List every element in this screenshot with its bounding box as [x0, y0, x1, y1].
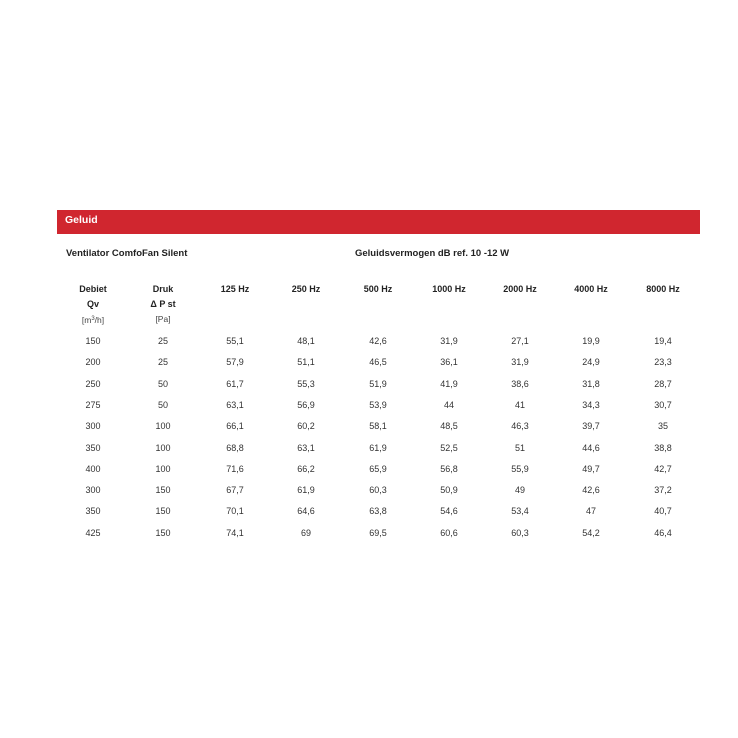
table-cell: 150 [155, 506, 171, 517]
table-cell: 50 [157, 399, 168, 410]
section-banner [57, 210, 700, 234]
table-cell: 54,6 [440, 506, 458, 517]
table-row [0, 483, 738, 497]
table-cell: 51,1 [297, 357, 315, 368]
table-cell: 31,9 [440, 336, 458, 346]
table-cell: 55,1 [226, 336, 244, 346]
table-row [0, 462, 738, 476]
table-cell: 64,6 [297, 506, 315, 517]
table-cell: 61,7 [226, 378, 244, 389]
table-cell: 27,1 [511, 336, 529, 346]
table-cell: 68,8 [226, 442, 244, 453]
table-row [0, 334, 738, 348]
header-druk-label: Druk [152, 284, 174, 294]
table-cell: 63,8 [369, 506, 387, 517]
table-cell: 56,9 [297, 399, 315, 410]
header-freq-250: 250 Hz [291, 284, 321, 294]
table-cell: 69,5 [369, 527, 387, 538]
table-cell: 425 [85, 527, 101, 538]
table-cell: 38,6 [511, 378, 529, 389]
table-row [0, 355, 738, 369]
product-subheading: Ventilator ComfoFan Silent [66, 248, 188, 259]
table-cell: 24,9 [582, 357, 600, 368]
header-druk [128, 282, 198, 327]
header-freq-2000: 2000 Hz [503, 284, 537, 294]
table-cell: 67,7 [226, 485, 244, 496]
table-cell: 42,6 [582, 485, 600, 496]
table-cell: 200 [85, 357, 101, 368]
table-cell: 48,1 [297, 336, 315, 346]
table-cell: 44 [443, 399, 454, 410]
table-cell: 69 [300, 527, 311, 538]
table-cell: 61,9 [297, 485, 315, 496]
header-freq-1000: 1000 Hz [432, 284, 466, 294]
table-cell: 19,4 [654, 336, 672, 346]
header-freq-125: 125 Hz [220, 284, 250, 294]
table-cell: 60,6 [440, 527, 458, 538]
table-cell: 34,3 [582, 399, 600, 410]
table-cell: 46,5 [369, 357, 387, 368]
table-cell: 40,7 [654, 506, 672, 517]
section-title: Geluid [65, 214, 98, 226]
table-cell: 37,2 [654, 485, 672, 496]
table-cell: 53,4 [511, 506, 529, 517]
header-debiet-unit: $[m^3/h]$ [81, 315, 105, 325]
table-cell: 31,9 [511, 357, 529, 368]
table-cell: 66,1 [226, 421, 244, 432]
header-freq-4000: 4000 Hz [574, 284, 608, 294]
table-cell: 51,9 [369, 378, 387, 389]
table-cell: 19,9 [582, 336, 600, 346]
table-cell: 35 [657, 421, 668, 432]
table-cell: 52,5 [440, 442, 458, 453]
table-cell: 54,2 [582, 527, 600, 538]
table-cell: 50,9 [440, 485, 458, 496]
table-row [0, 398, 738, 412]
table-cell: 42,7 [654, 463, 672, 474]
table-cell: 36,1 [440, 357, 458, 368]
table-cell: 66,2 [297, 463, 315, 474]
table-cell: 50 [157, 378, 168, 389]
table-cell: 65,9 [369, 463, 387, 474]
table-cell: 42,6 [369, 336, 387, 346]
header-freq-8000: 8000 Hz [646, 284, 680, 294]
table-row [0, 419, 738, 433]
table-cell: 41 [514, 399, 525, 410]
table-cell: 60,3 [369, 485, 387, 496]
table-cell: 250 [85, 378, 101, 389]
table-cell: 70,1 [226, 506, 244, 517]
table-cell: 25 [157, 357, 168, 368]
table-cell: 30,7 [654, 399, 672, 410]
header-debiet [58, 282, 128, 328]
table-cell: 300 [85, 485, 101, 496]
table-cell: 63,1 [226, 399, 244, 410]
table-cell: 350 [85, 506, 101, 517]
table-cell: 49,7 [582, 463, 600, 474]
table-cell: 57,9 [226, 357, 244, 368]
sound-power-subheading: Geluidsvermogen dB ref. 10 -12 W [355, 248, 510, 259]
table-cell: 150 [155, 485, 171, 496]
table-cell: 100 [155, 421, 171, 432]
table-cell: 39,7 [582, 421, 600, 432]
table-cell: 60,3 [511, 527, 529, 538]
table-cell: 150 [155, 527, 171, 538]
table-cell: 350 [85, 442, 101, 453]
table-cell: 25 [157, 336, 168, 346]
table-cell: 63,1 [297, 442, 315, 453]
table-row [0, 441, 738, 455]
header-debiet-symbol: Qv [86, 299, 99, 309]
table-cell: 60,2 [297, 421, 315, 432]
table-cell: 46,3 [511, 421, 529, 432]
table-cell: 46,4 [654, 527, 672, 538]
table-row [0, 526, 738, 540]
table-row [0, 504, 738, 518]
header-debiet-label: Debiet [79, 284, 107, 294]
table-cell: 48,5 [440, 421, 458, 432]
table-cell: 49 [514, 485, 525, 496]
table-cell: 41,9 [440, 378, 458, 389]
table-cell: 100 [155, 463, 171, 474]
table-cell: 55,9 [511, 463, 529, 474]
table-cell: 150 [85, 336, 101, 346]
table-cell: 31,8 [582, 378, 600, 389]
table-cell: 400 [85, 463, 101, 474]
table-cell: 23,3 [654, 357, 672, 368]
table-cell: 58,1 [369, 421, 387, 432]
table-cell: 53,9 [369, 399, 387, 410]
header-druk-unit: [Pa] [155, 314, 171, 324]
table-cell: 300 [85, 421, 101, 432]
table-cell: 47 [585, 506, 596, 517]
table-cell: 71,6 [226, 463, 244, 474]
table-cell: 61,9 [369, 442, 387, 453]
header-freq-500: 500 Hz [363, 284, 393, 294]
table-cell: 51 [514, 442, 525, 453]
table-cell: 275 [85, 399, 101, 410]
table-cell: 38,8 [654, 442, 672, 453]
table-cell: 44,6 [582, 442, 600, 453]
table-row [0, 377, 738, 391]
table-cell: 55,3 [297, 378, 315, 389]
table-cell: 74,1 [226, 527, 244, 538]
table-cell: 100 [155, 442, 171, 453]
header-druk-symbol: Δ P st [150, 299, 176, 309]
table-cell: 56,8 [440, 463, 458, 474]
table-cell: 28,7 [654, 378, 672, 389]
